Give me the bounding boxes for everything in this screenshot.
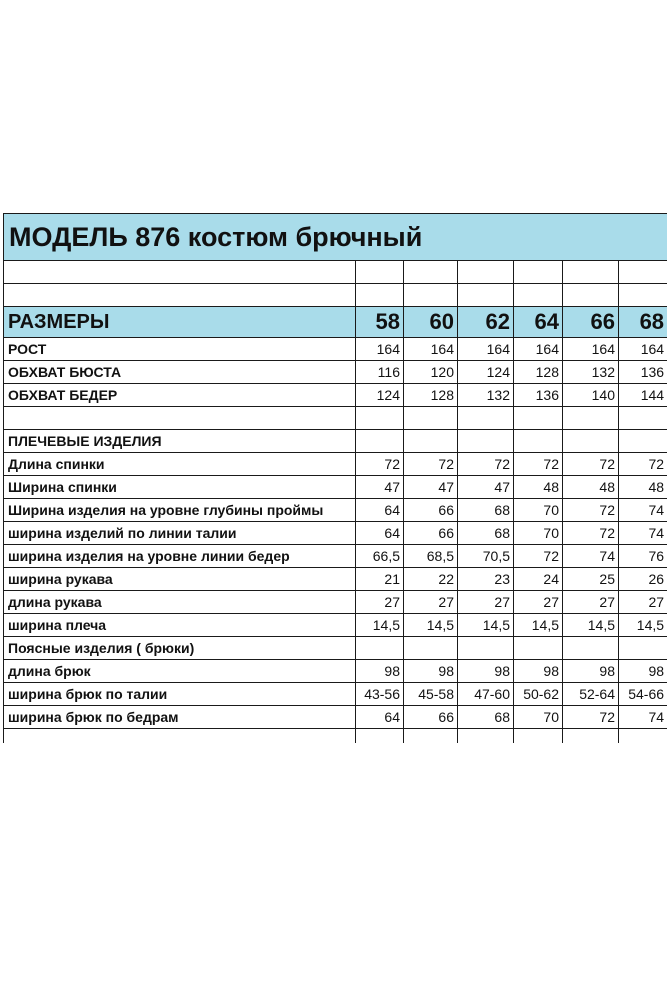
value-cell: 98 [458,660,514,683]
empty-row [4,284,667,307]
value-cell: 14,5 [404,614,458,637]
value-cell: 98 [356,660,404,683]
value-cell: 14,5 [563,614,619,637]
value-cell: 26 [619,568,667,591]
row-label: Длина спинки [4,453,356,476]
value-cell: 27 [563,591,619,614]
row-label: длина брюк [4,660,356,683]
value-cell: 47 [404,476,458,499]
measurement-row [4,660,667,683]
value-cell: 50-62 [514,683,563,706]
value-cell: 66,5 [356,545,404,568]
value-cell: 124 [356,384,404,407]
value-cell [563,637,619,660]
value-cell: 136 [514,384,563,407]
measurement-row [4,407,667,430]
size-cell: 60 [404,307,458,338]
value-cell: 116 [356,361,404,384]
value-cell: 74 [619,499,667,522]
value-cell [356,407,404,430]
value-cell: 144 [619,384,667,407]
value-cell [563,430,619,453]
value-cell: 68 [458,522,514,545]
value-cell: 98 [563,660,619,683]
value-cell [404,407,458,430]
value-cell: 124 [458,361,514,384]
measurement-row [4,591,667,614]
value-cell: 70 [514,522,563,545]
value-cell: 70,5 [458,545,514,568]
value-cell: 164 [514,338,563,361]
value-cell: 64 [356,499,404,522]
row-label: Ширина изделия на уровне глубины проймы [4,499,356,522]
value-cell: 27 [514,591,563,614]
value-cell: 72 [514,453,563,476]
measurement-row [4,499,667,522]
value-cell: 64 [356,522,404,545]
measurement-row [4,545,667,568]
value-cell [619,430,667,453]
measurement-row [4,476,667,499]
value-cell: 52-64 [563,683,619,706]
value-cell: 76 [619,545,667,568]
value-cell: 70 [514,706,563,729]
measurement-row [4,361,667,384]
value-cell: 66 [404,499,458,522]
value-cell: 66 [404,706,458,729]
value-cell: 132 [563,361,619,384]
value-cell: 72 [356,453,404,476]
value-cell: 164 [619,338,667,361]
row-label: ОБХВАТ БЕДЕР [4,384,356,407]
value-cell [563,407,619,430]
empty-row [4,261,667,284]
value-cell [356,637,404,660]
value-cell: 72 [404,453,458,476]
sizes-header-row [4,307,667,338]
value-cell: 164 [404,338,458,361]
value-cell: 72 [563,522,619,545]
value-cell: 98 [514,660,563,683]
value-cell: 48 [514,476,563,499]
value-cell: 22 [404,568,458,591]
value-cell [458,637,514,660]
value-cell [619,637,667,660]
value-cell: 132 [458,384,514,407]
value-cell: 70 [514,499,563,522]
sizes-label: РАЗМЕРЫ [4,307,356,338]
value-cell: 14,5 [356,614,404,637]
title-row [4,214,667,261]
row-label: ОБХВАТ БЮСТА [4,361,356,384]
value-cell: 72 [563,453,619,476]
value-cell: 47-60 [458,683,514,706]
value-cell: 74 [619,522,667,545]
size-cell: 58 [356,307,404,338]
row-label: ширина брюк по талии [4,683,356,706]
value-cell: 45-58 [404,683,458,706]
value-cell: 14,5 [619,614,667,637]
row-label: ПЛЕЧЕВЫЕ ИЗДЕЛИЯ [4,430,356,453]
value-cell: 25 [563,568,619,591]
value-cell: 140 [563,384,619,407]
value-cell: 27 [458,591,514,614]
value-cell: 72 [458,453,514,476]
row-label: РОСТ [4,338,356,361]
value-cell: 14,5 [458,614,514,637]
value-cell: 21 [356,568,404,591]
value-cell: 66 [404,522,458,545]
trailing-row [4,729,667,744]
value-cell: 72 [514,545,563,568]
measurement-row [4,706,667,729]
value-cell: 164 [563,338,619,361]
value-cell [619,407,667,430]
row-label: ширина рукава [4,568,356,591]
value-cell: 27 [404,591,458,614]
value-cell: 72 [563,706,619,729]
value-cell: 68 [458,706,514,729]
value-cell: 54-66 [619,683,667,706]
measurement-row [4,568,667,591]
model-title: МОДЕЛЬ 876 костюм брючный [4,214,667,261]
value-cell: 43-56 [356,683,404,706]
value-cell: 72 [563,499,619,522]
measurement-row [4,430,667,453]
value-cell: 164 [458,338,514,361]
value-cell: 120 [404,361,458,384]
value-cell: 98 [619,660,667,683]
row-label: ширина изделий по линии талии [4,522,356,545]
value-cell: 14,5 [514,614,563,637]
measurement-row [4,683,667,706]
row-label: Ширина спинки [4,476,356,499]
value-cell: 68,5 [404,545,458,568]
value-cell: 68 [458,499,514,522]
value-cell [458,430,514,453]
measurement-row [4,384,667,407]
value-cell: 47 [458,476,514,499]
value-cell: 72 [619,453,667,476]
value-cell: 136 [619,361,667,384]
size-table [3,213,667,743]
value-cell [514,430,563,453]
value-cell: 23 [458,568,514,591]
value-cell: 128 [514,361,563,384]
value-cell: 74 [563,545,619,568]
value-cell [356,430,404,453]
value-cell: 64 [356,706,404,729]
measurement-row [4,614,667,637]
value-cell [404,430,458,453]
value-cell: 98 [404,660,458,683]
measurement-row [4,522,667,545]
value-cell: 27 [356,591,404,614]
measurement-row [4,453,667,476]
row-label: Поясные изделия ( брюки) [4,637,356,660]
value-cell: 27 [619,591,667,614]
row-label: длина рукава [4,591,356,614]
value-cell: 47 [356,476,404,499]
size-cell: 62 [458,307,514,338]
value-cell [404,637,458,660]
value-cell: 48 [619,476,667,499]
value-cell [514,407,563,430]
size-cell: 64 [514,307,563,338]
size-cell: 66 [563,307,619,338]
measurement-row [4,338,667,361]
value-cell: 128 [404,384,458,407]
value-cell: 74 [619,706,667,729]
value-cell: 24 [514,568,563,591]
size-cell: 68 [619,307,667,338]
row-label [4,407,356,430]
value-cell [514,637,563,660]
measurement-row [4,637,667,660]
row-label: ширина изделия на уровне линии бедер [4,545,356,568]
value-cell: 48 [563,476,619,499]
value-cell: 164 [356,338,404,361]
value-cell [458,407,514,430]
row-label: ширина брюк по бедрам [4,706,356,729]
row-label: ширина плеча [4,614,356,637]
